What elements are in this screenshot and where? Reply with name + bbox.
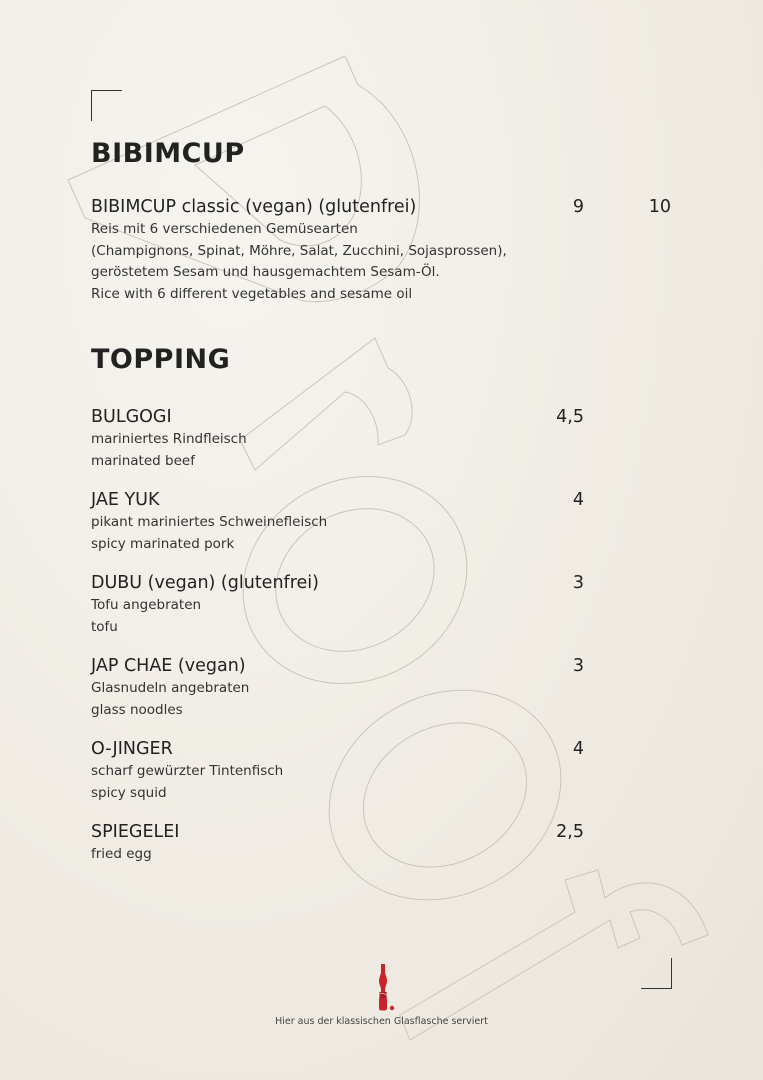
item-price: 3 bbox=[572, 656, 584, 676]
menu-item-jae-yuk bbox=[91, 489, 691, 555]
item-description-line: pikant mariniertes Schweinefleisch bbox=[91, 514, 328, 530]
coca-cola-bottle-icon bbox=[372, 962, 396, 1012]
item-price: 2,5 bbox=[556, 822, 584, 842]
item-description-line: (Champignons, Spinat, Möhre, Salat, Zucchini, Sojasprossen), bbox=[91, 242, 507, 259]
item-name: BULGOGI bbox=[91, 407, 172, 427]
section-title-bibimcup: BIBIMCUP bbox=[91, 138, 245, 169]
item-description-line: fried egg bbox=[91, 846, 152, 862]
item-description-line: geröstetem Sesam und hausgemachtem Sesam-Öl. bbox=[91, 264, 440, 280]
item-name: SPIEGELEI bbox=[91, 822, 180, 842]
item-description-line: Tofu angebraten bbox=[91, 597, 202, 613]
item-price: 4 bbox=[572, 739, 584, 759]
item-price: 3 bbox=[572, 573, 584, 593]
item-price: 4,5 bbox=[556, 407, 584, 427]
item-description-line: spicy marinated pork bbox=[91, 535, 235, 552]
menu-item-dubu bbox=[91, 572, 691, 638]
item-price: 9 bbox=[572, 197, 584, 217]
footer-note: Hier aus der klassischen Glasflasche serviert bbox=[275, 1016, 488, 1027]
item-description-line: mariniertes Rindfleisch bbox=[91, 431, 247, 447]
menu-item-spiegelei bbox=[91, 821, 691, 866]
item-description-line: spicy squid bbox=[91, 784, 167, 801]
section-title-topping: TOPPING bbox=[91, 344, 231, 375]
item-description-line: scharf gewürzter Tintenfisch bbox=[91, 763, 284, 779]
item-description-line: Glasnudeln angebraten bbox=[91, 680, 250, 696]
item-name: O-JINGER bbox=[91, 739, 173, 759]
item-price-large: 10 bbox=[648, 197, 671, 217]
item-name: DUBU (vegan) (glutenfrei) bbox=[91, 573, 319, 593]
item-description-line: Reis mit 6 verschiedenen Gemüsearten bbox=[91, 221, 358, 237]
item-name: BIBIMCUP classic (vegan) (glutenfrei) bbox=[91, 197, 417, 217]
item-name: JAP CHAE (vegan) bbox=[91, 656, 246, 676]
item-price: 4 bbox=[572, 490, 584, 510]
item-description-line: tofu bbox=[91, 618, 118, 635]
item-name: JAE YUK bbox=[91, 490, 160, 510]
menu-item-o-jinger bbox=[91, 738, 691, 804]
corner-mark-top-left bbox=[91, 90, 122, 121]
menu-item-bibimcup-classic bbox=[91, 196, 691, 305]
corner-mark-bottom-right bbox=[641, 958, 672, 989]
menu-item-jap-chae bbox=[91, 655, 691, 721]
menu-item-bulgogi bbox=[91, 406, 691, 472]
item-description-line: marinated beef bbox=[91, 452, 195, 469]
item-description-line: glass noodles bbox=[91, 701, 183, 718]
item-description-line: Rice with 6 different vegetables and sesame oil bbox=[91, 285, 413, 302]
